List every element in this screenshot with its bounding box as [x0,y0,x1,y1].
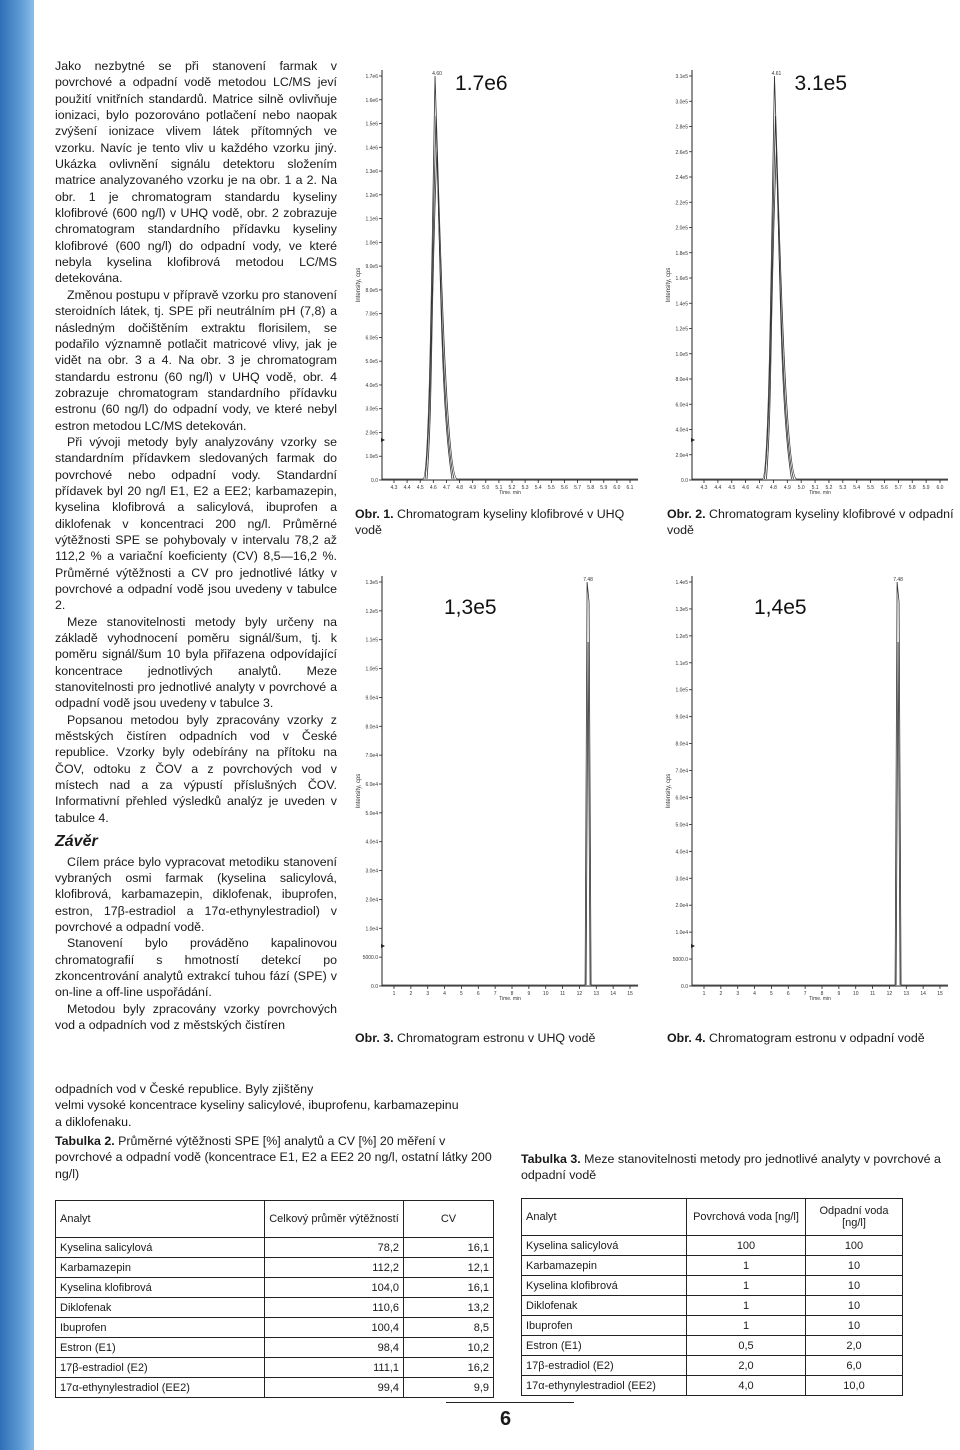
figure-label: Obr. 2. [667,507,706,521]
x-tick-label: 5.6 [560,485,568,491]
paragraph: Změnou postupu v přípravě vzorku pro stanovení steroidních látek, tj. SPE při neutrálním pH (7,8) a následným dočištěním extraktu florisilem, se podařilo významně potlačit matricové vlivy, jak je vidět na obr. 3 a 4. Na obr. 3 je chromatogram standardu estronu (60 ng/l) v UHQ vodě, obr. 4 zobrazuje chromatogram standardního přídavku estronu (60 ng/l) do odpadní vody, ve které nebyl estron metodou LC/MS detekován. [55,287,337,433]
y-tick-label: 1.3e5 [675,606,688,613]
table-3-caption [521,1151,960,1184]
x-tick-label: 11 [559,991,566,997]
cell: 16,1 [404,1278,494,1298]
y-tick-label: 2.0e4 [365,897,378,904]
figure-caption-2 [667,506,957,538]
y-tick-label: 1.0e5 [365,454,378,461]
axis-lines [692,576,948,986]
table-2-caption [55,1133,495,1182]
paragraph: Cílem práce bylo vypracovat metodiku stanovení vybraných osmi farmak (kyselina salicylová, klofibrová, karbamazepin, diklofenak, ibuprofen, estron, 17β-estradiol a 17α-ethynylestradiol) v povrchové a odpadní vodě. [55,854,337,934]
y-tick-label: 2.0e4 [675,452,688,459]
x-tick-label: 5.5 [547,485,555,491]
axis-lines [382,70,638,480]
cell: 98,4 [265,1338,404,1358]
x-tick-label: 7 [803,991,807,997]
column-header: Odpadní voda [ng/l] [806,1199,903,1236]
peak-label: 7.48 [583,577,593,583]
table-row [56,1378,494,1398]
marker-arrow [691,438,695,442]
intensity-annotation: 1,3e5 [444,596,497,619]
peak-label: 7.48 [893,577,903,583]
table-label: Tabulka 2. [55,1134,115,1148]
y-tick-label: 1.4e5 [675,580,688,586]
y-tick-label: 4.0e5 [365,382,378,389]
x-tick-label: 4.9 [783,485,791,491]
y-tick-label: 1.4e6 [365,145,378,152]
x-tick-label: 3 [736,991,740,997]
x-tick-label: 14 [920,991,926,997]
table-row [522,1296,903,1316]
cell: 104,0 [265,1278,404,1298]
y-tick-label: 5.0e4 [365,810,378,817]
y-tick-label: 2.0e5 [675,225,688,232]
y-tick-label: 1.0e4 [675,930,688,937]
table-3 [521,1198,903,1396]
y-tick-label: 5.0e4 [675,822,688,829]
x-tick-label: 5.7 [574,485,582,491]
x-tick-label: 6.1 [626,485,634,491]
y-tick-label: 7.0e4 [675,768,688,775]
cell: 78,2 [265,1238,404,1258]
decorative-blue-sidebar [0,0,34,1450]
y-tick-label: 1.0e6 [365,240,378,247]
column-header: Povrchová voda [ng/l] [687,1199,806,1236]
y-tick-label: 3.1e5 [675,74,688,80]
y-tick-label: 4.0e4 [675,427,688,434]
cell: 9,9 [404,1378,494,1398]
y-tick-label: 1.4e5 [675,301,688,308]
chromatogram-svg [352,62,644,494]
x-axis-title: Time, min [499,490,521,494]
cell: Karbamazepin [522,1256,687,1276]
table-row [56,1258,494,1278]
text-line: a diklofenaku. [55,1114,132,1129]
peak-label: 4.60 [432,71,442,77]
x-tick-label: 4.5 [416,485,424,491]
chromatogram-svg [352,568,644,1000]
x-tick-label: 4.8 [769,485,777,491]
table-row [56,1318,494,1338]
y-tick-label: 9.0e4 [365,695,378,702]
paragraph: Stanovení bylo prováděno kapalinovou chromatografií s hmotností detekcí po zkoncentrování analytů extrakcí tuhou fází (SPE) v on-line a off-line uspořádání. [55,936,337,1000]
x-tick-label: 1 [392,991,396,997]
y-tick-label: 6.0e4 [675,402,688,409]
figure-label: Obr. 4. [667,1031,706,1045]
y-tick-label: 1.2e5 [675,326,688,333]
y-tick-label: 8.0e5 [365,287,378,294]
x-tick-label: 1 [702,991,706,997]
x-tick-label: 5.5 [867,485,875,491]
paragraph: Jako nezbytné se při stanovení farmak v povrchové a odpadní vodě metodou LC/MS jeví použití vnitřních standardů. Matrice silně ovlivňuje ionizaci, bylo pozorováno potlačení nebo naopak zvýšení ionizace vlivem látek přítomných ve vzorku. Navíc je tento vliv u každého vzorku jiný. Ukázka ovlivnění signálu detektoru složením matrice analyzovaného vzorku je na obr. 1 a 2. Na obr. 1 je chromatogram standardu kyseliny klofibrové (600 ng/l) v UHQ vodě, obr. 2 zobrazuje chromatogram standardního přídavku kyseliny klofibrové (600 ng/l) do odpadní vody, ve které nebyla kyselina klofibrová metodou LC/MS detekována. [55,59,337,286]
x-tick-label: 5.9 [922,485,930,491]
x-tick-label: 5.0 [797,485,805,491]
x-tick-label: 5 [770,991,773,997]
table-row [522,1276,903,1296]
y-axis-title: Intensity, cps [356,773,362,809]
figure-caption-3 [355,1030,645,1046]
x-tick-label: 5.2 [508,485,516,491]
cell: 1 [687,1256,806,1276]
y-axis-title: Intensity, cps [666,773,672,809]
chromatogram-trace [382,76,638,479]
cell: 2,0 [687,1356,806,1376]
y-tick-label: 0.0 [371,478,378,484]
section-heading: Závěr [55,833,98,851]
chromatogram-figure-4 [662,568,954,1000]
y-tick-label: 1.5e6 [365,121,378,128]
x-tick-label: 4.6 [742,485,750,491]
x-tick-label: 12 [576,991,583,997]
cell: 16,2 [404,1358,494,1378]
y-tick-label: 3.0e4 [675,876,688,883]
x-tick-label: 13 [593,991,600,997]
cell: 17α-ethynylestradiol (EE2) [56,1378,265,1398]
cell: 112,2 [265,1258,404,1278]
figure-label: Obr. 3. [355,1031,394,1045]
cell: 100 [806,1236,903,1256]
y-tick-label: 6.0e4 [365,782,378,788]
paragraph: Meze stanovitelnosti metody byly určeny na základě vyhodnocení poměru signál/šum, tj. k poměru signál/šum 10 byla přiřazena odpovídající koncentrace jednotlivých analytů. Meze stanovitelnosti pro jednotlivé analyty v povrchové a odpadní vodě jsou uvedeny v tabulce 3. [55,614,337,711]
chromatogram-svg [662,568,954,1000]
paragraph: Při vývoji metody byly analyzovány vzorky se standardním přídavkem sledovaných farmak do povrchové nebo odpadní vody. Standardní přídavek byl 20 ng/l E1, E2 a EE2; karbamazepin, kyselina klofibrová a salicylová, ibuprofen a diklofenak v koncentraci 200 ng/l. Průměrné výtěžnosti SPE se pohybovaly v intervalu 78,2 až 112,2 % a variační koeficienty (CV) 8,5—16,2 %. Průměrné výtěžnosti a CV pro jednotlivé látky v povrchové a odpadní vodě jsou uvedeny v tabulce 2. [55,434,337,613]
x-tick-label: 4.4 [403,485,411,491]
cell: Ibuprofen [522,1316,687,1336]
cell: 10 [806,1256,903,1276]
table-2 [55,1200,494,1398]
y-tick-label: 9.0e5 [365,264,378,271]
text-line: odpadních vod v České republice. Byly zjištěny [55,1082,314,1096]
cell: 17β-estradiol (E2) [56,1358,265,1378]
y-tick-label: 1.1e5 [675,660,688,667]
y-tick-label: 1.1e5 [365,637,378,644]
cell: 10 [806,1316,903,1336]
cell: 1 [687,1296,806,1316]
cell: Kyselina klofibrová [56,1278,265,1298]
body-column [55,58,337,1033]
chromatogram-trace [692,76,948,479]
y-tick-label: 1.0e4 [365,926,378,933]
cell: 100 [687,1236,806,1256]
paragraph: Metodou byly zpracovány vzorky povrchových vod a odpadních vod z městských čistíren [55,1001,337,1032]
x-axis-title: Time, min [499,996,521,1000]
x-tick-label: 4.8 [456,485,464,491]
x-tick-label: 4 [753,991,756,997]
axis-lines [692,70,948,480]
table-row [56,1278,494,1298]
cell: 10 [806,1276,903,1296]
x-tick-label: 5.1 [811,485,819,491]
cell: 2,0 [806,1336,903,1356]
table-row [522,1316,903,1336]
x-tick-label: 11 [869,991,876,997]
x-tick-label: 5.2 [825,485,833,491]
y-tick-label: 1.0e5 [675,351,688,358]
chromatogram-svg [662,62,954,494]
cell: 17α-ethynylestradiol (EE2) [522,1376,687,1396]
table-row [522,1256,903,1276]
x-tick-label: 9 [837,991,841,997]
column-header: CV [404,1201,494,1238]
x-tick-label: 4.7 [442,485,450,491]
cell: 16,1 [404,1238,494,1258]
marker-arrow [381,438,385,442]
table-caption-text: Meze stanovitelnosti metody pro jednotlivé analyty v povrchové a odpadní vodě [521,1152,941,1183]
column-header: Analyt [56,1201,265,1238]
cell: Estron (E1) [522,1336,687,1356]
y-tick-label: 1.2e5 [675,633,688,640]
marker-arrow [691,944,695,948]
y-tick-label: 3.0e5 [675,99,688,106]
y-tick-label: 5000.0 [672,957,688,964]
cell: Kyselina klofibrová [522,1276,687,1296]
table-row [522,1376,903,1396]
y-tick-label: 5000.0 [362,955,378,962]
y-tick-label: 2.6e5 [675,149,688,156]
x-axis-title: Time, min [809,996,831,1000]
cell: 6,0 [806,1356,903,1376]
x-tick-label: 6 [476,991,480,997]
figure-caption-4 [667,1030,957,1046]
y-tick-label: 1.2e6 [365,192,378,199]
x-tick-label: 10 [852,991,859,997]
table-label: Tabulka 3. [521,1152,581,1166]
y-tick-label: 8.0e4 [365,724,378,731]
cell: 12,1 [404,1258,494,1278]
y-tick-label: 4.0e4 [675,849,688,856]
y-axis-title: Intensity, cps [356,267,362,303]
y-tick-label: 1.8e5 [675,250,688,257]
y-axis-title: Intensity, cps [666,267,672,303]
text-line: velmi vysoké koncentrace kyseliny salicylové, ibuprofenu, karbamazepinu [55,1098,459,1113]
x-tick-label: 2 [719,991,723,997]
x-tick-label: 8 [820,991,824,997]
peak-label: 4.61 [771,71,782,77]
y-tick-label: 1.0e5 [675,687,688,694]
table-row [522,1236,903,1256]
cell: 8,5 [404,1318,494,1338]
x-tick-label: 8 [510,991,514,997]
table-row [56,1298,494,1318]
x-tick-label: 5.8 [587,485,595,491]
y-tick-label: 0.0 [681,478,688,484]
x-tick-label: 9 [527,991,531,997]
y-tick-label: 8.0e4 [675,377,688,383]
y-tick-label: 2.2e5 [675,200,688,207]
cell: 1 [687,1276,806,1296]
y-tick-label: 0.0 [681,984,688,990]
cell: Kyselina salicylová [522,1236,687,1256]
y-tick-label: 7.0e4 [365,753,378,760]
intensity-annotation: 3.1e5 [794,72,848,95]
x-tick-label: 4.3 [700,485,708,491]
figure-caption-text: Chromatogram kyseliny klofibrové v odpadní vodě [667,507,954,537]
x-axis-title: Time, min [809,490,831,494]
y-tick-label: 1.6e5 [675,276,688,282]
cell: 4,0 [687,1376,806,1396]
x-tick-label: 15 [937,991,943,997]
cell: Diklofenak [522,1296,687,1316]
chromatogram-figure-3 [352,568,644,1000]
axis-lines [382,576,638,986]
x-tick-label: 4.3 [390,485,398,491]
y-tick-label: 2.0e5 [365,430,378,437]
x-tick-label: 10 [542,991,549,997]
cell: 10,0 [806,1376,903,1396]
x-tick-label: 5.4 [534,485,542,491]
cell: 17β-estradiol (E2) [522,1356,687,1376]
column-header: Analyt [522,1199,687,1236]
x-tick-label: 4.6 [429,485,437,491]
cell: 10 [806,1296,903,1316]
y-tick-label: 1.1e6 [365,216,378,223]
cell: 10,2 [404,1338,494,1358]
figure-caption-text: Chromatogram kyseliny klofibrové v UHQ vodě [355,507,625,537]
x-tick-label: 14 [610,991,616,997]
y-tick-label: 0.0 [371,984,378,990]
paragraph: Popsanou metodou byly zpracovány vzorky z městských čistíren odpadních vod v České republice. Vzorky byly odebírány na přítoku na ČOV, odtoku z ČOV a z povrchových vod v místech nad a za výpustí příslušných ČOV. Informativní přehled výsledků analýz je uveden v tabulce 4. [55,712,337,825]
x-tick-label: 6.0 [613,485,621,491]
table-row [522,1356,903,1376]
x-tick-label: 5.3 [839,485,847,491]
table-row [56,1358,494,1378]
table-row [522,1336,903,1356]
chromatogram-figure-1 [352,62,644,494]
chromatogram-trace [382,582,638,985]
x-tick-label: 5.9 [600,485,608,491]
y-tick-label: 1.6e6 [365,97,378,104]
table-row [56,1238,494,1258]
cell: 1 [687,1316,806,1336]
y-tick-label: 2.8e5 [675,124,688,131]
y-tick-label: 1.3e5 [365,580,378,586]
x-tick-label: 6.0 [936,485,944,491]
y-tick-label: 1.7e6 [365,74,378,80]
x-tick-label: 5.8 [908,485,916,491]
y-tick-label: 3.0e5 [365,406,378,413]
cell: 110,6 [265,1298,404,1318]
table-row [56,1338,494,1358]
y-tick-label: 8.0e4 [675,741,688,748]
x-tick-label: 4.5 [728,485,736,491]
x-tick-label: 5.0 [482,485,490,491]
cell: Kyselina salicylová [56,1238,265,1258]
y-tick-label: 7.0e5 [365,311,378,318]
x-tick-label: 6 [786,991,790,997]
y-tick-label: 5.0e5 [365,359,378,366]
x-tick-label: 13 [903,991,910,997]
x-tick-label: 4.9 [469,485,477,491]
y-tick-label: 1.3e6 [365,169,378,176]
x-tick-label: 4.4 [714,485,722,491]
y-tick-label: 4.0e4 [365,839,378,846]
x-tick-label: 5.3 [521,485,529,491]
cell: 13,2 [404,1298,494,1318]
figure-caption-1 [355,506,645,538]
marker-arrow [381,944,385,948]
y-tick-label: 2.0e4 [675,903,688,910]
x-tick-label: 5 [460,991,463,997]
table-caption-text: Průměrné výtěžnosti SPE [%] analytů a CV [%] 20 měření v povrchové a odpadní vodě (koncentrace E1, E2 a EE2 20 ng/l, ostatní látky 200 ng/l) [55,1134,492,1181]
cell: 111,1 [265,1358,404,1378]
y-tick-label: 1.0e5 [365,666,378,673]
x-tick-label: 2 [409,991,413,997]
x-tick-label: 5.7 [894,485,902,491]
x-tick-label: 5.1 [495,485,503,491]
cell: 99,4 [265,1378,404,1398]
x-tick-label: 3 [426,991,430,997]
y-tick-label: 3.0e4 [365,868,378,875]
x-tick-label: 5.6 [880,485,888,491]
x-tick-label: 7 [493,991,497,997]
x-tick-label: 5.4 [853,485,861,491]
intensity-annotation: 1.7e6 [455,72,508,95]
x-tick-label: 12 [886,991,893,997]
body-tail [55,1081,505,1130]
figure-caption-text: Chromatogram estronu v UHQ vodě [397,1031,596,1045]
page-number: 6 [500,1408,512,1430]
figure-label: Obr. 1. [355,507,394,521]
y-tick-label: 2.4e5 [675,175,688,181]
cell: 0,5 [687,1336,806,1356]
intensity-annotation: 1,4e5 [754,596,807,619]
chromatogram-figure-2 [662,62,954,494]
y-tick-label: 6.0e4 [675,795,688,802]
cell: Estron (E1) [56,1338,265,1358]
column-header: Celkový průměr výtěžností [265,1201,404,1238]
cell: 100,4 [265,1318,404,1338]
cell: Karbamazepin [56,1258,265,1278]
y-tick-label: 1.2e5 [365,608,378,615]
y-tick-label: 6.0e5 [365,335,378,342]
x-tick-label: 4.7 [756,485,764,491]
x-tick-label: 15 [627,991,633,997]
figure-caption-text: Chromatogram estronu v odpadní vodě [709,1031,925,1045]
cell: Diklofenak [56,1298,265,1318]
y-tick-label: 9.0e4 [675,714,688,721]
cell: Ibuprofen [56,1318,265,1338]
x-tick-label: 4 [443,991,446,997]
chromatogram-trace [692,582,948,985]
footer-rule [446,1402,574,1403]
